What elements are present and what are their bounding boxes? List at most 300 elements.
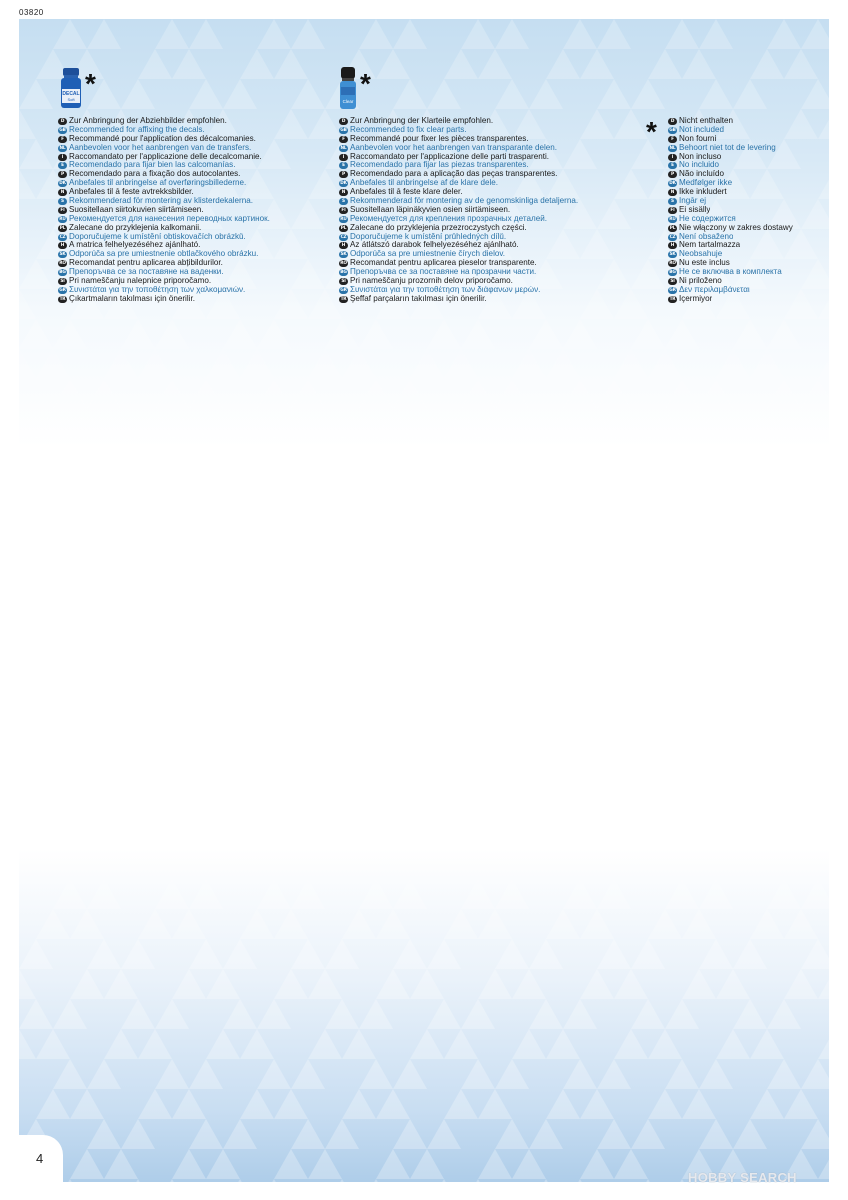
pattern-triangle (461, 379, 495, 409)
language-line (668, 295, 848, 304)
pattern-triangle (36, 409, 70, 439)
pattern-triangle (240, 909, 274, 939)
pattern-triangle (682, 909, 716, 939)
pattern-triangle (257, 1059, 291, 1089)
language-line (668, 241, 848, 250)
pattern-triangle (563, 1059, 597, 1089)
pattern-triangle (257, 379, 291, 409)
pattern-triangle (665, 319, 699, 349)
pattern-triangle (376, 1089, 410, 1119)
pattern-triangle (597, 939, 631, 969)
pattern-triangle (393, 1059, 427, 1089)
language-code-badge: FI (339, 207, 348, 214)
language-code-badge: RU (59, 216, 66, 222)
pattern-triangle (223, 1179, 257, 1182)
language-line (339, 117, 629, 126)
pattern-triangle (359, 879, 393, 909)
pattern-triangle (597, 879, 631, 909)
language-line (339, 197, 629, 206)
pattern-triangle (291, 939, 325, 969)
pattern-triangle (189, 379, 223, 409)
pattern-triangle (818, 1029, 829, 1059)
language-code-badge: SK (340, 252, 347, 258)
pattern-triangle (716, 1029, 750, 1059)
language-line (668, 250, 848, 259)
pattern-triangle (138, 1089, 172, 1119)
language-code-badge: RO (669, 261, 676, 267)
pattern-triangle (70, 1089, 104, 1119)
pattern-triangle (53, 879, 87, 909)
language-text: Şeffaf parçaların takılması için önerilir. (350, 294, 487, 303)
pattern-triangle (87, 379, 121, 409)
language-code-badge: P (339, 171, 348, 178)
language-code-badge: N (58, 189, 67, 196)
pattern-triangle (733, 999, 767, 1029)
pattern-triangle (342, 349, 376, 379)
pattern-triangle (546, 909, 580, 939)
language-line (339, 188, 629, 197)
asterisk-not-included: * (646, 116, 657, 147)
language-code-badge: RU (340, 216, 347, 222)
pattern-triangle (274, 1149, 308, 1179)
language-line (339, 126, 629, 135)
language-line (58, 179, 348, 188)
pattern-triangle (495, 879, 529, 909)
language-code-badge: CZ (59, 234, 66, 240)
pattern-triangle (444, 49, 478, 79)
pattern-triangle (376, 969, 410, 999)
pattern-triangle (427, 319, 461, 349)
pattern-triangle (104, 349, 138, 379)
pattern-triangle (36, 909, 70, 939)
pattern-triangle (529, 1119, 563, 1149)
language-text: Aanbevolen voor het aanbrengen van de transfers. (69, 143, 252, 152)
language-text: Neobsahuje (679, 250, 723, 259)
pattern-triangle (359, 1179, 393, 1182)
pattern-triangle (87, 939, 121, 969)
pattern-triangle (359, 19, 393, 49)
pattern-triangle (665, 999, 699, 1029)
pattern-triangle (529, 1179, 563, 1182)
pattern-triangle (631, 1119, 665, 1149)
language-code-badge: DK (669, 181, 676, 187)
pattern-triangle (716, 349, 750, 379)
pattern-triangle (597, 19, 631, 49)
language-code-badge: GB (59, 127, 66, 133)
language-code-badge: E (339, 162, 348, 169)
pattern-triangle (53, 379, 87, 409)
pattern-triangle (750, 1029, 784, 1059)
pattern-triangle (478, 1149, 512, 1179)
language-line (58, 135, 348, 144)
pattern-triangle (70, 1149, 104, 1179)
language-text: Препоръчва се за поставяне на прозрачни части. (350, 268, 537, 277)
language-line (668, 153, 848, 162)
pattern-triangle (631, 999, 665, 1029)
language-code-badge: DK (340, 181, 347, 187)
page-number: 4 (36, 1151, 44, 1166)
bottle-1-label-top: DECAL (62, 91, 80, 97)
pattern-triangle (512, 349, 546, 379)
pattern-triangle (682, 49, 716, 79)
pattern-triangle (529, 79, 563, 109)
language-line (339, 179, 629, 188)
pattern-triangle (359, 379, 393, 409)
pattern-triangle (563, 379, 597, 409)
pattern-triangle (172, 49, 206, 79)
pattern-triangle (563, 319, 597, 349)
language-line (339, 250, 629, 259)
language-code-badge: FI (58, 207, 67, 214)
language-text: Aanbevolen voor het aanbrengen van transparante delen. (350, 143, 557, 152)
pattern-triangle (563, 1179, 597, 1182)
pattern-triangle (512, 1149, 546, 1179)
language-code-badge: D (668, 118, 677, 125)
pattern-triangle (19, 969, 36, 999)
pattern-triangle (512, 969, 546, 999)
pattern-triangle (546, 49, 580, 79)
language-line (58, 215, 348, 224)
language-code-badge: E (58, 162, 67, 169)
language-line (668, 259, 848, 268)
language-line (339, 135, 629, 144)
pattern-triangle (359, 1059, 393, 1089)
pattern-triangle (614, 1149, 648, 1179)
language-code-badge: CZ (340, 234, 347, 240)
language-line (339, 259, 629, 268)
language-line (339, 241, 629, 250)
pattern-triangle (478, 1089, 512, 1119)
pattern-triangle (121, 79, 155, 109)
language-text: Não incluído (679, 170, 724, 179)
language-line (58, 161, 348, 170)
language-code-badge: H (339, 242, 348, 249)
pattern-triangle (580, 969, 614, 999)
language-text: Odporúča sa pre umiestnenie čírych dielov. (350, 250, 506, 259)
pattern-triangle (325, 319, 359, 349)
pattern-triangle (580, 909, 614, 939)
pattern-triangle (70, 969, 104, 999)
language-code-badge: H (58, 242, 67, 249)
pattern-triangle (563, 999, 597, 1029)
language-code-badge: RO (59, 261, 66, 267)
language-code-badge: E (668, 162, 677, 169)
pattern-triangle (767, 1059, 801, 1089)
pattern-triangle (87, 1059, 121, 1089)
language-code-badge: SI (668, 278, 677, 285)
pattern-triangle (19, 109, 36, 139)
language-code-badge: SK (59, 252, 66, 258)
language-line (339, 286, 629, 295)
pattern-triangle (155, 999, 189, 1029)
pattern-triangle (274, 1089, 308, 1119)
clear-glue-bottle-icon (339, 67, 357, 111)
pattern-triangle (257, 19, 291, 49)
language-line (58, 206, 348, 215)
pattern-triangle (478, 409, 512, 439)
pattern-triangle (648, 1029, 682, 1059)
language-line (339, 161, 629, 170)
pattern-triangle (461, 1059, 495, 1089)
language-text: Nu este inclus (679, 259, 730, 268)
pattern-triangle (138, 409, 172, 439)
pattern-triangle (138, 49, 172, 79)
pattern-triangle (53, 19, 87, 49)
pattern-triangle (172, 1149, 206, 1179)
pattern-triangle (19, 79, 53, 109)
language-line (58, 277, 348, 286)
language-code-badge: TR (59, 296, 66, 302)
bottle-2-label: Clear (342, 99, 354, 104)
language-line (339, 295, 629, 304)
pattern-triangle (291, 879, 325, 909)
pattern-triangle (308, 1149, 342, 1179)
language-text: Rekommenderad för montering av klisterdekalerna. (69, 197, 253, 206)
language-line (58, 241, 348, 250)
language-text: Recomendado para a fixação dos autocolantes. (69, 170, 241, 179)
language-line (339, 170, 629, 179)
pattern-triangle (257, 319, 291, 349)
pattern-triangle (291, 79, 325, 109)
language-code-badge: SK (669, 252, 676, 258)
pattern-triangle (223, 999, 257, 1029)
pattern-triangle (325, 939, 359, 969)
language-text: İçermiyor (679, 294, 713, 303)
pattern-triangle (818, 1149, 829, 1179)
pattern-triangle (172, 969, 206, 999)
pattern-triangle (495, 1059, 529, 1089)
pattern-triangle (580, 1149, 614, 1179)
language-line (58, 259, 348, 268)
language-text: No incluido (679, 161, 720, 170)
pattern-triangle (291, 1059, 325, 1089)
language-code-badge: PL (340, 225, 347, 231)
language-text: Zur Anbringung der Abziehbilder empfohlen. (69, 117, 227, 125)
document-id: 03820 (19, 8, 44, 17)
pattern-triangle (767, 879, 801, 909)
language-text: Pri nameščanju nalepnice priporočamo. (69, 277, 212, 286)
pattern-triangle (461, 1179, 495, 1182)
pattern-triangle (121, 1119, 155, 1149)
language-code-badge: FI (668, 207, 677, 214)
pattern-triangle (172, 1089, 206, 1119)
pattern-triangle (325, 1119, 359, 1149)
language-line (58, 286, 348, 295)
pattern-triangle (461, 319, 495, 349)
pattern-triangle (784, 909, 818, 939)
pattern-triangle (801, 19, 829, 49)
language-text: Suositellaan siirtokuvien siirtämiseen. (69, 205, 204, 214)
language-code-badge: RO (340, 261, 347, 267)
language-code-badge: CZ (669, 234, 676, 240)
pattern-triangle (767, 19, 801, 49)
language-line (58, 197, 348, 206)
language-text: Anbefales til anbringelse af de klare dele. (350, 179, 499, 188)
language-text: Συνιστάται για την τοποθέτηση των διάφανων μερών. (350, 285, 541, 294)
pattern-triangle (206, 1029, 240, 1059)
pattern-triangle (393, 79, 427, 109)
pattern-triangle (597, 1059, 631, 1089)
pattern-triangle (648, 1089, 682, 1119)
pattern-triangle (631, 939, 665, 969)
pattern-triangle (750, 49, 784, 79)
pattern-triangle (784, 969, 818, 999)
pattern-triangle (189, 19, 223, 49)
pattern-triangle (478, 49, 512, 79)
pattern-triangle (19, 169, 36, 199)
pattern-triangle (478, 909, 512, 939)
pattern-triangle (376, 1149, 410, 1179)
language-line (58, 250, 348, 259)
language-line (668, 126, 848, 135)
pattern-triangle (240, 349, 274, 379)
pattern-triangle (274, 49, 308, 79)
language-text: Рекомендуется для нанесения переводных картинок. (69, 214, 270, 223)
language-text: Ei sisälly (679, 205, 711, 214)
pattern-triangle (580, 409, 614, 439)
language-text: Pri nameščanju prozornih delov priporočamo. (350, 277, 513, 286)
pattern-triangle (648, 909, 682, 939)
pattern-triangle (699, 939, 733, 969)
language-code-badge: DK (59, 181, 66, 187)
pattern-triangle (682, 969, 716, 999)
language-code-badge: GB (669, 127, 676, 133)
language-line (339, 277, 629, 286)
pattern-triangle (427, 1119, 461, 1149)
pattern-triangle (155, 379, 189, 409)
pattern-triangle (223, 319, 257, 349)
pattern-triangle (427, 939, 461, 969)
pattern-triangle (359, 999, 393, 1029)
pattern-triangle (104, 1149, 138, 1179)
pattern-triangle (699, 79, 733, 109)
language-line (668, 215, 848, 224)
pattern-triangle (733, 939, 767, 969)
pattern-triangle (682, 1089, 716, 1119)
language-code-badge: GR (340, 287, 347, 293)
pattern-triangle (308, 1029, 342, 1059)
pattern-triangle (393, 379, 427, 409)
pattern-triangle (665, 1059, 699, 1089)
language-text: Az átlátszó darabok felhelyezéséhez ajánlható. (350, 241, 519, 250)
pattern-triangle (257, 1179, 291, 1182)
pattern-triangle (274, 909, 308, 939)
pattern-triangle (750, 909, 784, 939)
pattern-triangle (631, 79, 665, 109)
pattern-triangle (325, 1179, 359, 1182)
pattern-triangle (529, 319, 563, 349)
pattern-triangle (138, 1029, 172, 1059)
language-code-badge: P (58, 171, 67, 178)
clear-parts-text-block (339, 117, 629, 304)
language-text: Recommandé pour l'application des décalcomanies. (69, 134, 256, 143)
pattern-triangle (36, 1029, 70, 1059)
language-line (339, 215, 629, 224)
pattern-triangle (818, 349, 829, 379)
language-text: Recommended to fix clear parts. (350, 125, 467, 134)
language-line (58, 117, 348, 126)
pattern-triangle (223, 1119, 257, 1149)
pattern-triangle (87, 879, 121, 909)
pattern-triangle (546, 349, 580, 379)
language-line (58, 233, 348, 242)
pattern-triangle (206, 1149, 240, 1179)
hobby-search-watermark: HOBBY SEARCH (688, 1170, 797, 1185)
language-code-badge: I (58, 154, 67, 161)
language-code-badge: SI (58, 278, 67, 285)
language-code-badge: NL (340, 145, 347, 151)
pattern-triangle (342, 1029, 376, 1059)
language-code-badge: NL (59, 145, 66, 151)
language-text: Medfølger ikke (679, 179, 733, 188)
language-line (58, 153, 348, 162)
pattern-triangle (189, 1059, 223, 1089)
language-text: Ikke inkludert (679, 188, 727, 197)
language-code-badge: N (339, 189, 348, 196)
pattern-triangle (19, 139, 53, 169)
language-text: Rekommenderad för montering av de genomskinliga detaljerna. (350, 197, 579, 206)
language-text: Raccomandato per l'applicazione delle parti trasparenti. (350, 152, 550, 161)
pattern-triangle (223, 79, 257, 109)
pattern-triangle (546, 1089, 580, 1119)
language-code-badge: I (339, 154, 348, 161)
pattern-triangle (121, 999, 155, 1029)
language-line (668, 224, 848, 233)
pattern-triangle (461, 879, 495, 909)
pattern-triangle (427, 1179, 461, 1182)
pattern-triangle (427, 79, 461, 109)
language-text: Non fourni (679, 134, 717, 143)
language-line (339, 153, 629, 162)
language-line (58, 126, 348, 135)
language-line (339, 233, 629, 242)
language-line (58, 170, 348, 179)
language-text: A matrica felhelyezéséhez ajánlható. (69, 241, 201, 250)
language-line (58, 268, 348, 277)
language-code-badge: BG (59, 270, 66, 276)
pattern-triangle (87, 19, 121, 49)
language-line (668, 161, 848, 170)
language-code-badge: BG (340, 270, 347, 276)
pattern-triangle (240, 409, 274, 439)
language-text: Nie włączony w zakres dostawy (679, 223, 793, 232)
pattern-triangle (784, 1089, 818, 1119)
pattern-triangle (546, 1029, 580, 1059)
language-code-badge: NL (669, 145, 676, 151)
pattern-triangle (444, 909, 478, 939)
pattern-triangle (563, 879, 597, 909)
pattern-triangle (376, 909, 410, 939)
pattern-triangle (699, 1059, 733, 1089)
pattern-triangle (444, 1029, 478, 1059)
decal-soft-bottle-icon (59, 68, 83, 110)
language-code-badge: RU (669, 216, 676, 222)
pattern-triangle (648, 409, 682, 439)
pattern-triangle (410, 969, 444, 999)
language-code-badge: BG (669, 270, 676, 276)
pattern-triangle (104, 1029, 138, 1059)
pattern-triangle (801, 1119, 829, 1149)
language-text: Συνιστάται για την τοποθέτηση των χαλκομανιών. (69, 285, 246, 294)
language-line (339, 268, 629, 277)
pattern-triangle (801, 79, 829, 109)
language-line (668, 206, 848, 215)
pattern-triangle (495, 79, 529, 109)
pattern-triangle (291, 19, 325, 49)
pattern-triangle (818, 969, 829, 999)
pattern-triangle (19, 319, 53, 349)
language-text: Не се включва в комплекта (679, 268, 782, 277)
